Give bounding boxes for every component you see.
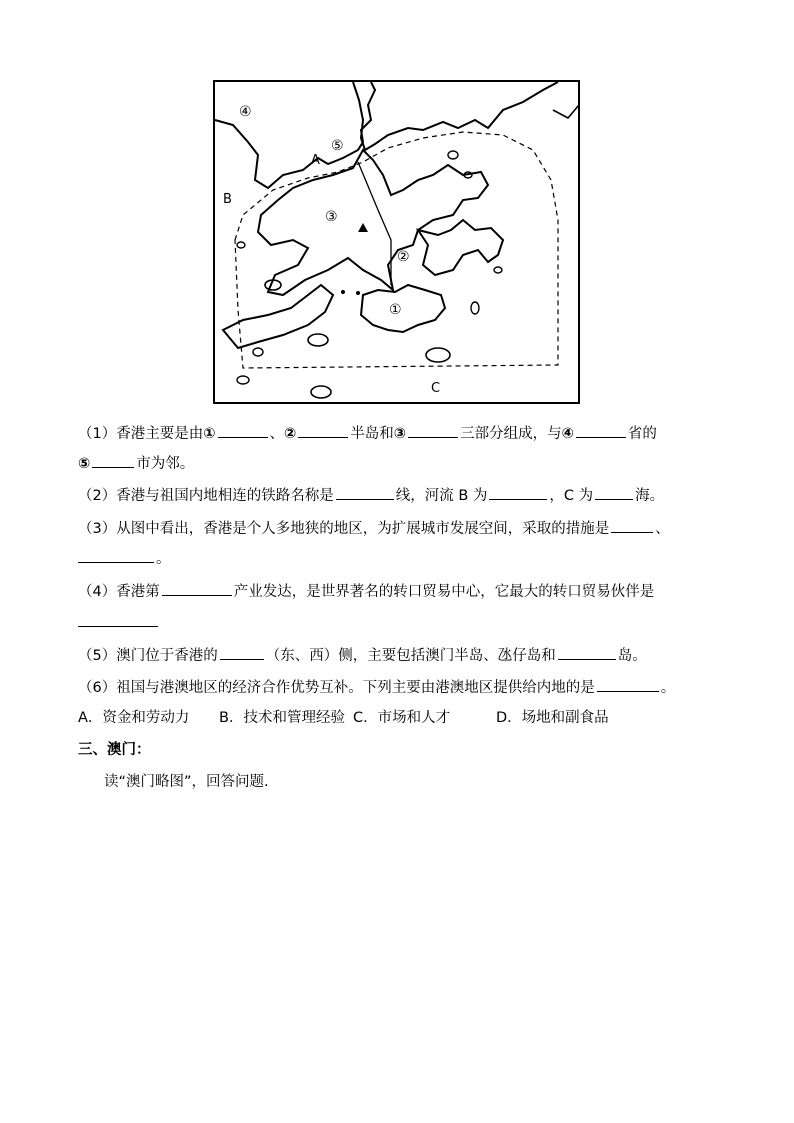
- question-3-line-2: 。: [78, 548, 171, 569]
- options-row: [78, 708, 609, 728]
- option-c[interactable]: C．市场和人才: [353, 710, 451, 726]
- hong-kong-map: [213, 80, 580, 404]
- question-5: （5）澳门位于香港的 （东、西）侧，主要包括澳门半岛、氹仔岛和 岛。: [78, 645, 647, 666]
- blank-q3-2[interactable]: [78, 548, 154, 563]
- blank-q5-1[interactable]: [220, 645, 264, 660]
- blank-q2-1[interactable]: [336, 485, 394, 500]
- blank-q1-2[interactable]: [298, 423, 348, 438]
- label-c3: ③: [325, 209, 338, 225]
- blank-q1-3[interactable]: [408, 423, 458, 438]
- blank-q3-1[interactable]: [611, 518, 653, 533]
- blank-q5-2[interactable]: [558, 645, 616, 660]
- option-a[interactable]: A．资金和劳动力: [78, 710, 190, 726]
- blank-q1-5[interactable]: [92, 453, 134, 468]
- question-4-line-2: [78, 612, 160, 633]
- blank-q4-1[interactable]: [162, 581, 232, 596]
- section-3-instruction: 读“澳门略图”，回答问题.: [104, 774, 269, 790]
- question-1-line-2: ⑤ 市为邻。: [78, 453, 194, 474]
- question-4-line-1: （4）香港第 产业发达，是世界著名的转口贸易中心，它最大的转口贸易伙伴是: [78, 581, 654, 602]
- label-c4: ④: [239, 104, 252, 120]
- option-b[interactable]: B．技术和管理经验: [219, 710, 345, 726]
- blank-q4-2[interactable]: [78, 612, 158, 627]
- blank-q1-1[interactable]: [218, 423, 268, 438]
- label-C: C: [431, 381, 441, 396]
- section-3-title: 三、澳门：: [78, 742, 151, 758]
- question-3-line-1: （3）从图中看出，香港是个人多地狭的地区，为扩展城市发展空间，采取的措施是 、: [78, 518, 670, 539]
- blank-q1-4[interactable]: [576, 423, 626, 438]
- label-B: B: [223, 192, 232, 207]
- question-2: （2）香港与祖国内地相连的铁路名称是 线，河流 B 为 ，C 为 海。: [78, 485, 664, 506]
- question-6: （6）祖国与港澳地区的经济合作优势互补。下列主要由港澳地区提供给内地的是 。: [78, 677, 675, 698]
- blank-q6-1[interactable]: [597, 677, 659, 692]
- blank-q2-3[interactable]: [595, 485, 633, 500]
- question-1-line-1: （1）香港主要是由① 、② 半岛和③ 三部分组成，与④ 省的: [78, 423, 657, 444]
- option-d[interactable]: D．场地和副食品: [496, 710, 609, 726]
- label-c5: ⑤: [331, 138, 344, 154]
- label-A: A: [311, 153, 320, 168]
- label-c2: ②: [397, 249, 410, 265]
- label-c1: ①: [389, 302, 402, 318]
- blank-q2-2[interactable]: [489, 485, 547, 500]
